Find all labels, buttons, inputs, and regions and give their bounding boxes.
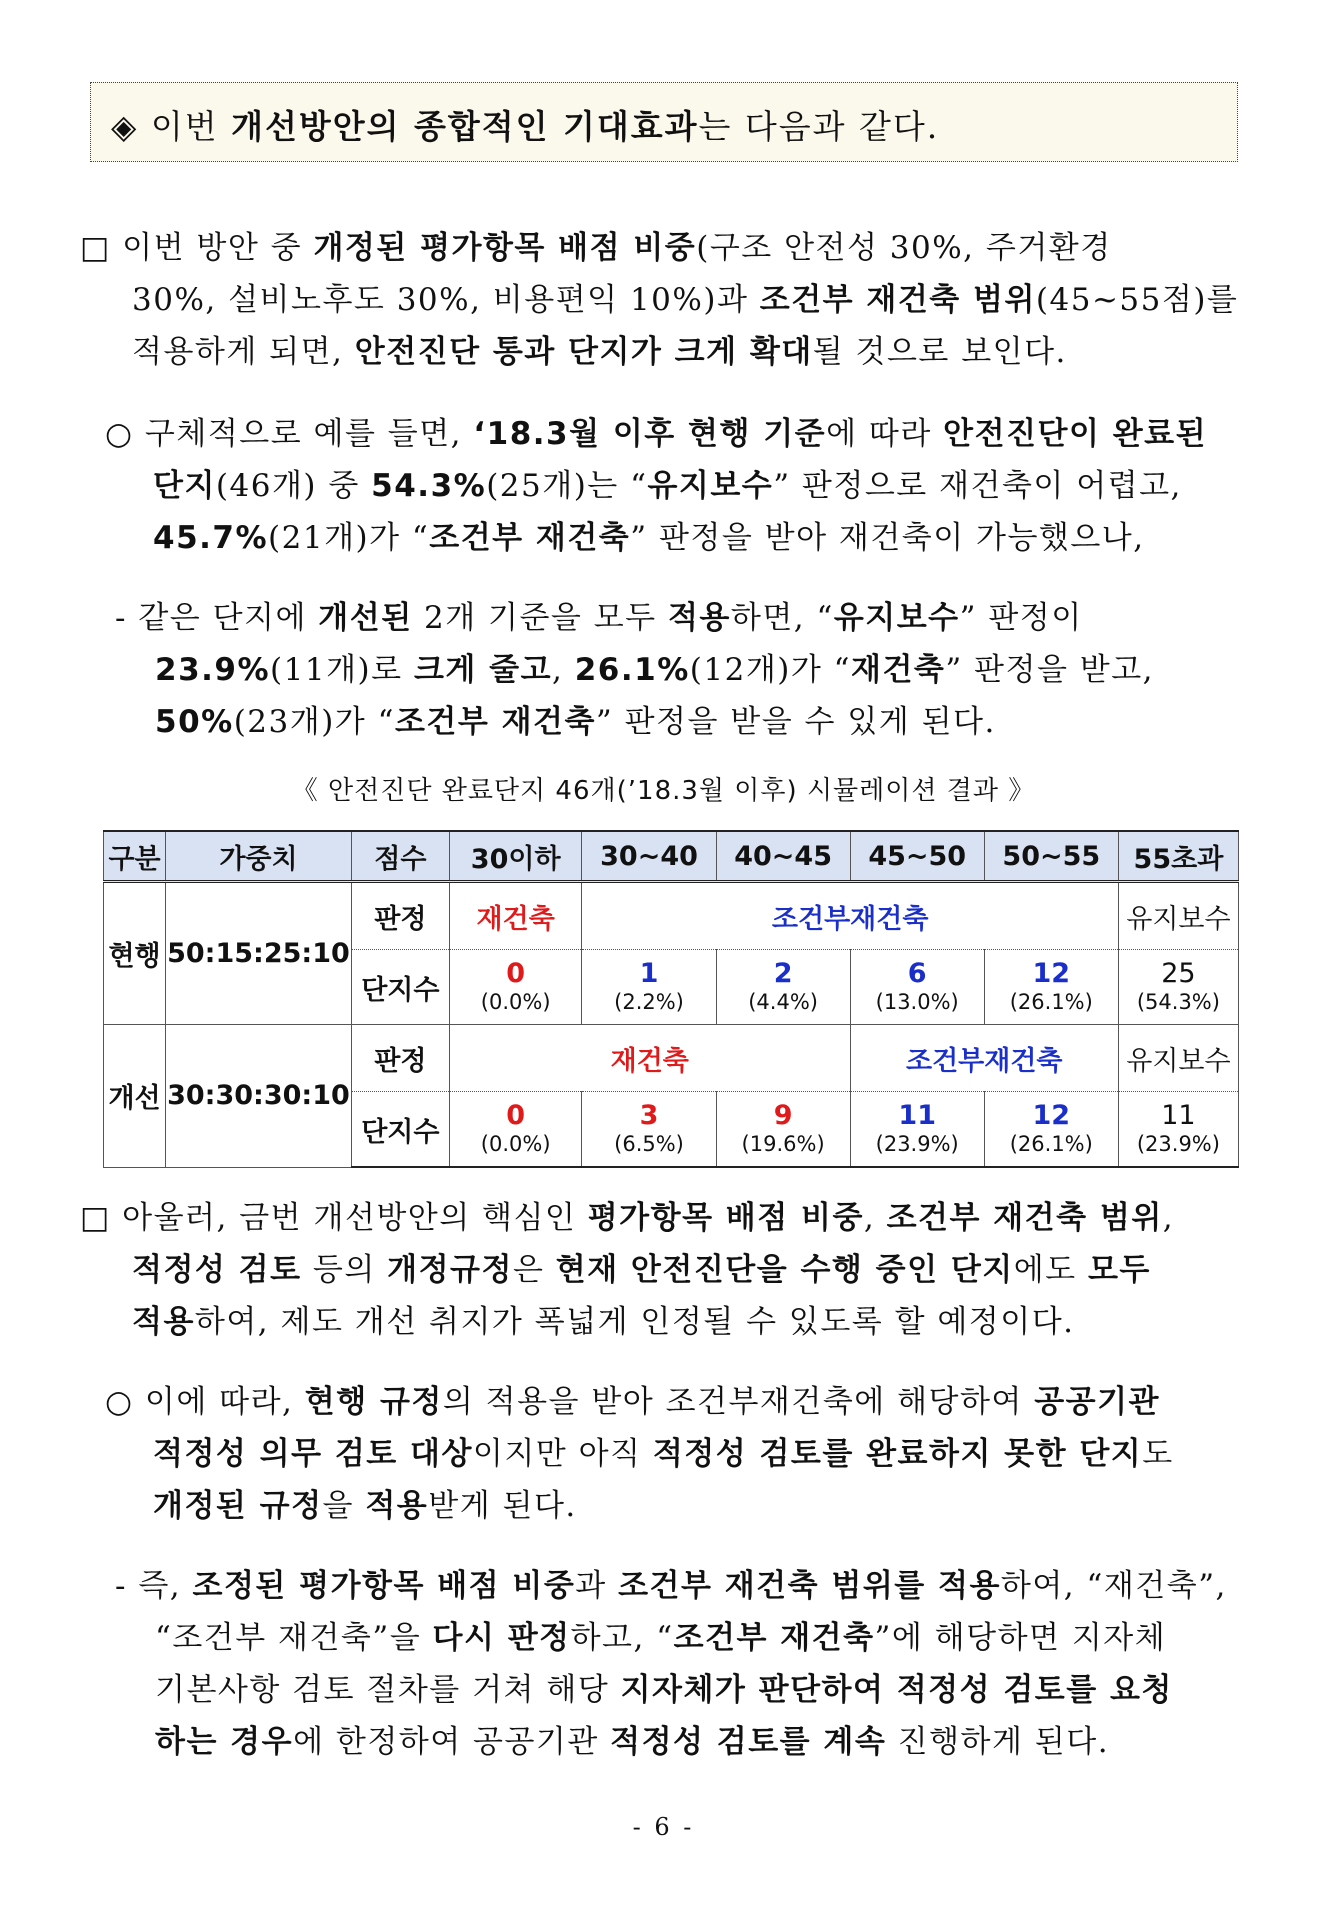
paragraph-accordingly: ○ 이에 따라, 현행 규정의 적용을 받아 조건부재건축에 해당하여 공공기관 적정성 의무 검토 대상이지만 아직 적정성 검토를 완료하지 못한 단지도 개정된 규정을 적용받게 된다. xyxy=(105,1384,1174,1524)
table-row-current-judgement xyxy=(104,882,1239,950)
header-cell: 40~45 xyxy=(716,831,850,882)
row-label-judgement: 판정 xyxy=(351,1025,449,1092)
count-cell: 25 (54.3%) xyxy=(1118,950,1238,1025)
summary-text: 이번 개선방안의 종합적인 기대효과는 다음과 같다. xyxy=(150,107,940,146)
header-cell: 50~55 xyxy=(984,831,1118,882)
count-cell: 12 (26.1%) xyxy=(984,950,1118,1025)
judgement-maintenance: 유지보수 xyxy=(1118,882,1238,950)
count-cell: 2 (4.4%) xyxy=(716,950,850,1025)
count-cell: 0 (0.0%) xyxy=(449,950,582,1025)
count-cell: 1 (2.2%) xyxy=(582,950,716,1025)
square-bullet-icon: □ xyxy=(80,230,111,266)
square-bullet-icon: □ xyxy=(80,1200,111,1236)
paragraph-example: ○ 구체적으로 예를 들면, ‘18.3월 이후 현행 기준에 따라 안전진단이 완료된 단지(46개) 중 54.3%(25개)는 “유지보수” 판정으로 재건축이 어렵고, 45.7%(21개)가 “조건부 재건축” 판정을 받아 재건축이 가능했으나, xyxy=(105,416,1208,556)
table-row-improved-judgement xyxy=(104,1025,1239,1092)
dash-bullet-icon: - xyxy=(115,1568,127,1604)
paragraph-improved-result: - 같은 단지에 개선된 2개 기준을 모두 적용하면, “유지보수” 판정이 23.9%(11개)로 크게 줄고, 26.1%(12개)가 “재건축” 판정을 받고, 50%(23개)가 “조건부 재건축” 판정을 받을 수 있게 된다. xyxy=(115,600,1154,740)
current-group-label: 현행 xyxy=(104,882,166,1025)
header-cell: 30이하 xyxy=(449,831,582,882)
row-label-count: 단지수 xyxy=(351,1092,449,1168)
judgement-conditional-rebuild: 조건부재건축 xyxy=(582,882,1118,950)
count-cell: 9 (19.6%) xyxy=(716,1092,850,1168)
row-label-count: 단지수 xyxy=(351,950,449,1025)
improved-group-label: 개선 xyxy=(104,1025,166,1168)
judgement-rebuild: 재건축 xyxy=(449,1025,850,1092)
simulation-table xyxy=(103,830,1239,1168)
judgement-conditional-rebuild: 조건부재건축 xyxy=(850,1025,1118,1092)
summary-box xyxy=(90,82,1238,162)
header-cell: 55초과 xyxy=(1118,831,1238,882)
row-label-judgement: 판정 xyxy=(351,882,449,950)
header-cell: 구분 xyxy=(104,831,166,882)
paragraph-procedure: - 즉, 조정된 평가항목 배점 비중과 조건부 재건축 범위를 적용하여, “재건축”, “조건부 재건축”을 다시 판정하고, “조건부 재건축”에 해당하면 지자체 기본사항 검토 절차를 거쳐 해당 지자체가 판단하여 적정성 검토를 요청 하는 경우에 한정하여 공공기관 적정성 검토를 계속 진행하게 된다. xyxy=(115,1568,1227,1760)
paragraph-retroactive: □ 아울러, 금번 개선방안의 핵심인 평가항목 배점 비중, 조건부 재건축 범위, 적정성 검토 등의 개정규정은 현재 안전진단을 수행 중인 단지에도 모두 적용하여, 제도 개선 취지가 폭넓게 인정될 수 있도록 할 예정이다. xyxy=(80,1200,1175,1340)
count-cell: 6 (13.0%) xyxy=(850,950,984,1025)
diamond-marker-icon: ◈ xyxy=(111,107,139,146)
count-cell: 3 (6.5%) xyxy=(582,1092,716,1168)
header-cell: 점수 xyxy=(351,831,449,882)
count-cell: 0 (0.0%) xyxy=(449,1092,582,1168)
circle-bullet-icon: ○ xyxy=(105,416,134,452)
judgement-rebuild: 재건축 xyxy=(449,882,582,950)
paragraph-expected-effect: □ 이번 방안 중 개정된 평가항목 배점 비중(구조 안전성 30%, 주거환경 30%, 설비노후도 30%, 비용편익 10%)과 조건부 재건축 범위(45~55점)를 적용하게 되면, 안전진단 통과 단지가 크게 확대될 것으로 보인다. xyxy=(80,230,1239,370)
header-cell: 30~40 xyxy=(582,831,716,882)
judgement-maintenance: 유지보수 xyxy=(1118,1025,1238,1092)
count-cell: 12 (26.1%) xyxy=(984,1092,1118,1168)
improved-weights: 30:30:30:10 xyxy=(166,1025,352,1168)
header-cell: 45~50 xyxy=(850,831,984,882)
header-cell: 가중치 xyxy=(166,831,352,882)
page-number: - 6 - xyxy=(632,1813,695,1841)
count-cell: 11 (23.9%) xyxy=(1118,1092,1238,1168)
circle-bullet-icon: ○ xyxy=(105,1384,134,1420)
count-cell: 11 (23.9%) xyxy=(850,1092,984,1168)
current-weights: 50:15:25:10 xyxy=(166,882,352,1025)
dash-bullet-icon: - xyxy=(115,600,127,636)
table-caption: 《 안전진단 완료단지 46개(’18.3월 이후) 시뮬레이션 결과 》 xyxy=(291,776,1036,806)
table-header-row xyxy=(104,831,1239,882)
